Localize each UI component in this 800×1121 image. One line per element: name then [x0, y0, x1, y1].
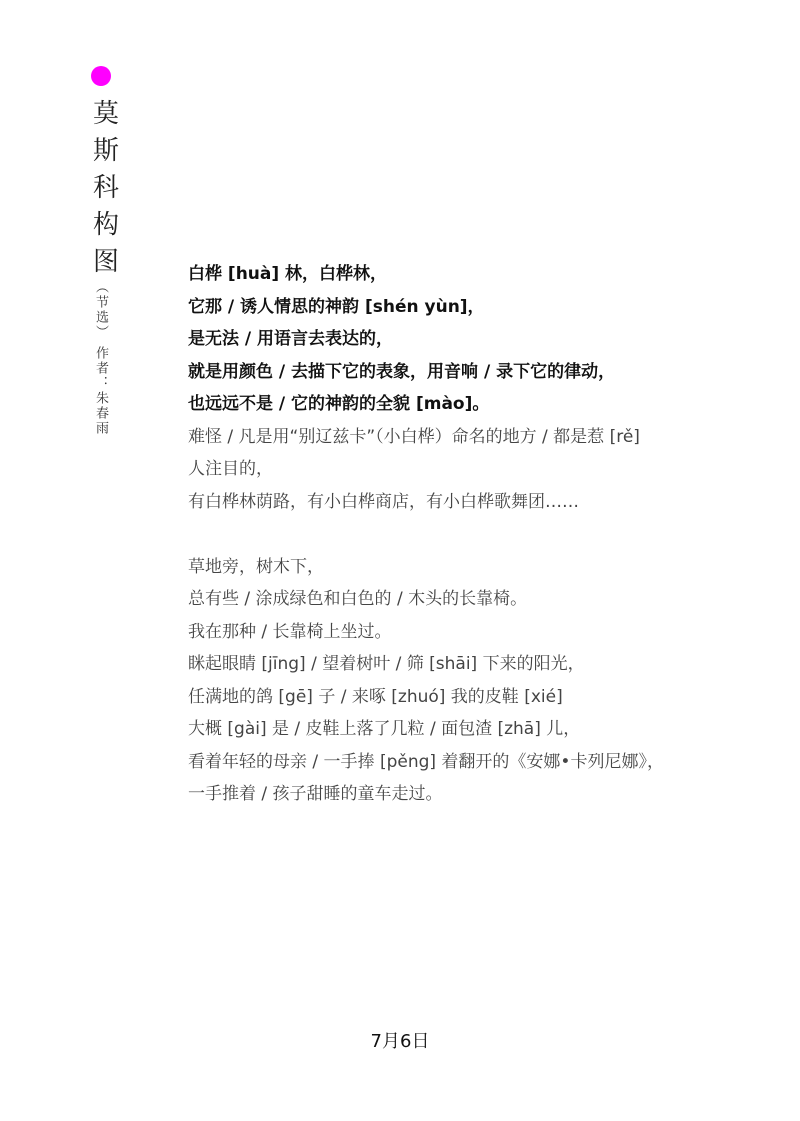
poem-line: 人注目的， [188, 459, 273, 479]
poem-title [88, 96, 124, 281]
poem-line: 也远远不是 / 它的神韵的全貌 [mào]。 [188, 394, 490, 414]
poem-line: 我在那种 / 长靠椅上坐过。 [188, 621, 392, 642]
poem-author: 作者：朱春雨 [93, 346, 108, 436]
title-char: 莫 [92, 99, 119, 129]
poem-line: 草地旁，树木下， [188, 556, 324, 577]
poem-line: 是无法 / 用语言去表达的， [188, 329, 394, 349]
title-char: 构 [92, 210, 119, 240]
page-date: 7月6日 [370, 1031, 430, 1052]
poem-line: 眯起眼睛 [jīng] / 望着树叶 / 筛 [shāi] 下来的阳光， [188, 654, 585, 674]
poem-line: 一手推着 / 孩子甜睡的童车走过。 [188, 784, 443, 804]
poem-subtitle: （节选） [93, 280, 108, 340]
poem-line: 就是用颜色 / 去描下它的表象，用音响 / 录下它的律动， [188, 361, 616, 382]
poem-line: 有白桦林荫路，有小白桦商店，有小白桦歌舞团…… [188, 491, 579, 512]
poem-line: 难怪 / 凡是用“别辽兹卡”（小白桦）命名的地方 / 都是惹 [rě] [188, 426, 640, 447]
poem-line: 总有些 / 涂成绿色和白色的 / 木头的长靠椅。 [188, 589, 528, 609]
stanza-break [188, 518, 728, 551]
poem-line: 任满地的鸽 [gē] 子 / 来啄 [zhuó] 我的皮鞋 [xié] [188, 686, 563, 707]
poem-line: 它那 / 诱人情思的神韵 [shén yùn]， [188, 296, 485, 317]
poem-line: 大概 [gài] 是 / 皮鞋上落了几粒 / 面包渣 [zhā] 儿， [188, 719, 581, 739]
title-char: 科 [92, 173, 119, 203]
poem-line: 看着年轻的母亲 / 一手捧 [pěng] 着翻开的《安娜•卡列尼娜》， [188, 751, 664, 772]
poem-line: 白桦 [huà] 林，白桦林， [188, 264, 388, 284]
poem-body [188, 258, 728, 811]
title-char: 斯 [92, 136, 119, 166]
magenta-dot-icon [91, 66, 111, 86]
title-char: 图 [92, 247, 119, 277]
